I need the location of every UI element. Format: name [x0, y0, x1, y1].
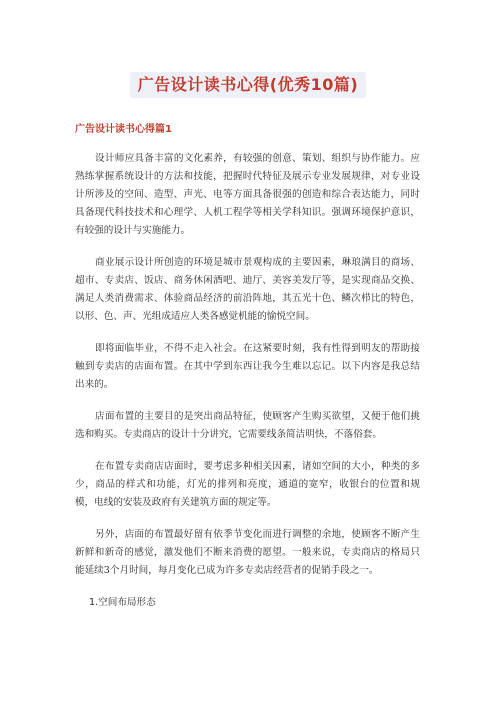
section-heading: 广告设计读书心得篇1	[75, 124, 172, 135]
paragraph-2: 商业展示设计所创造的环境是城市景观构成的主要因素，琳琅满目的商场、超市、专卖店、饭店、商务休闲酒吧、迪厅、美容美发厅等，是实现商品交换、满足人类消费需求、体验商品经济的前沿阵地，其五光十色、鳞次栉比的特色，以形、色、声、光组成适应人类各感觉机能的愉悦空间。	[75, 257, 420, 322]
list-item-1: 1.空间布局形态	[89, 597, 156, 608]
paragraph-1: 设计师应具备丰富的文化素养，有较强的创意、策划、组织与协作能力。应熟练掌握系统设计的方法和技能，把握时代特征及展示专业发展规律，对专业设计所涉及的空间、造型、声光、电等方面具备很强的创造和综合表达能力，同时具备现代科技技术和心理学、人机工程学等相关学科知识。强调环境保护意识，有较强的设计与实施能力。	[75, 153, 420, 236]
paragraph-6: 另外，店面的布置最好留有依季节变化而进行调整的余地，使顾客不断产生新鲜和新奇的感觉，激发他们不断来消费的愿望。一般来说，专卖商店的格局只能延续3个月时间，每月变化已成为许多专卖店经营者的促销手段之一。	[75, 529, 420, 576]
document-body	[75, 150, 420, 612]
title-container	[0, 72, 496, 98]
paragraph-3: 即将面临毕业，不得不走入社会。在这紧要时刻，我有性得到明友的帮助接触到专卖店的店面布置。在其中学到东西让我今生难以忘记。以下内容是我总结出来的。	[75, 343, 420, 390]
paragraph-4: 店面布置的主要目的是突出商品特征，使顾客产生购买欲望，又便于他们挑选和购买。专卖商店的设计十分讲究，它需要线条简洁明快，不落俗套。	[75, 411, 420, 440]
paragraph-5: 在布置专卖商店店面时，要考虑多种相关因素，诸如空间的大小，种类的多少，商品的样式和功能，灯光的排列和亮度，通道的宽窄，收银台的位置和规模，电线的安装及政府有关建筑方面的规定等。	[75, 461, 420, 508]
document-title: 广告设计读书心得(优秀10篇)	[130, 72, 366, 98]
